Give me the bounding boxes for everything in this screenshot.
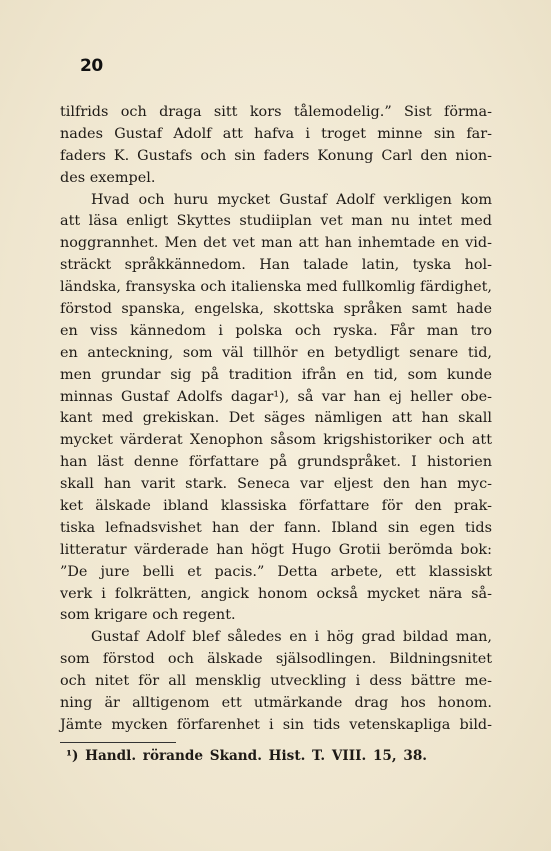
text-line: Hvad och huru mycket Gustaf Adolf verkligen kom [91,191,492,208]
text-line: noggrannhet. Men det vet man att han inhemtade en vid- [60,235,492,252]
footnote: ¹) Handl. rörande Skand. Hist. T. VIII. 15, 38. [66,748,428,764]
text-line: Gustaf Adolf blef således en i hög grad bildad man, [91,629,492,646]
text-line: sträckt språkkännedom. Han talade latin, tyska hol- [60,257,492,274]
text-line: minnas Gustaf Adolfs dagar¹), så var han ej heller obe- [60,388,492,405]
text-line: nades Gustaf Adolf att hafva i troget minne sin far- [60,125,492,142]
text-line: en anteckning, som väl tillhör en betydligt senare tid, [60,344,492,361]
text-line: förstod spanska, engelska, skottska språken samt hade [60,301,492,318]
page-number: 20 [80,56,103,76]
text-line: och nitet för all mensklig utveckling i dess bättre me- [60,673,492,690]
text-line: ket älskade ibland klassiska författare för den prak- [60,498,492,515]
text-line: som förstod och älskade själsodlingen. Bildningsnitet [60,651,492,668]
footnote-divider [60,742,176,743]
body-text [60,102,492,737]
text-line: att läsa enligt Skyttes studiiplan vet man nu intet med [60,213,492,230]
text-line: skall han varit stark. Seneca var eljest den han myc- [60,476,492,493]
text-line: kant med grekiskan. Det säges nämligen att han skall [60,410,492,427]
text-line: mycket värderat Xenophon såsom krigshistoriker och att [60,432,492,449]
text-line: faders K. Gustafs och sin faders Konung Carl den nion- [60,147,492,164]
text-line: ländska, fransyska och italienska med fullkomlig färdighet, [60,279,492,296]
text-line: en viss kännedom i polska och ryska. Får man tro [60,322,492,339]
text-line: han läst denne författare på grundspråket. I historien [60,454,492,471]
text-line: ”De jure belli et pacis.” Detta arbete, ett klassiskt [60,563,492,580]
text-line: verk i folkrätten, angick honom också mycket nära så- [60,585,492,602]
text-line: des exempel. [60,169,156,186]
text-line: litteratur värderade han högt Hugo Grotii berömda bok: [60,541,492,558]
text-line: ning är alltigenom ett utmärkande drag hos honom. [60,695,492,712]
text-line: som krigare och regent. [60,607,236,624]
text-line: Jämte mycken förfarenhet i sin tids vetenskapliga bild- [60,716,492,733]
text-line: tiska lefnadsvishet han der fann. Ibland sin egen tids [60,519,492,536]
text-line: tilfrids och draga sitt kors tålemodelig.” Sist förma- [60,104,492,120]
text-line: men grundar sig på tradition ifrån en tid, som kunde [60,366,492,383]
